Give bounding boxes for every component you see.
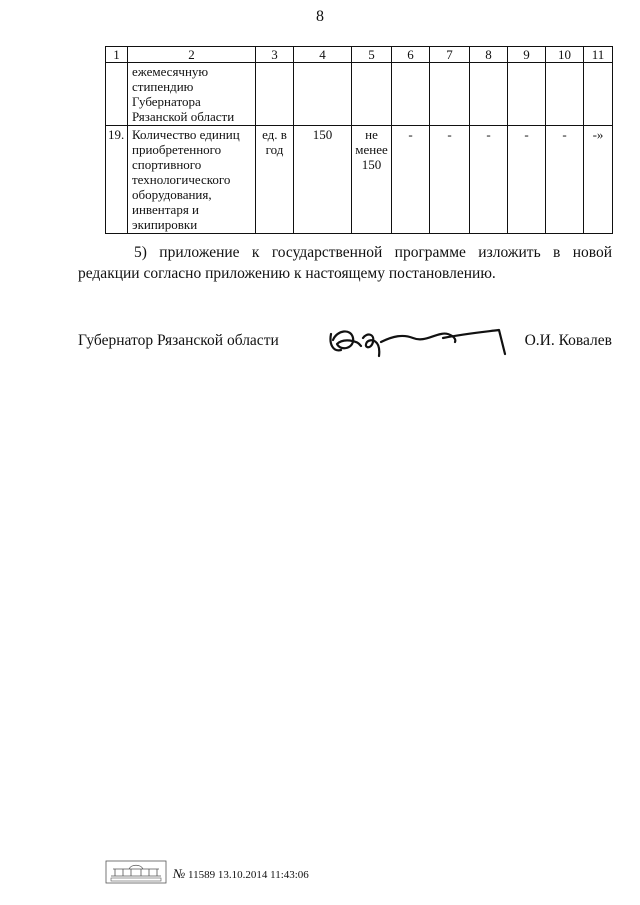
page-number: 8 xyxy=(316,8,324,25)
table-cell-name: ежемесячную стипендию Губернатора Рязанской области xyxy=(128,63,256,126)
table-cell xyxy=(392,63,430,126)
table-cell-value: - xyxy=(508,126,546,234)
header-cell: 8 xyxy=(470,47,508,63)
indicator-table xyxy=(105,46,613,234)
table-cell xyxy=(256,63,294,126)
header-cell: 9 xyxy=(508,47,546,63)
header-cell: 11 xyxy=(584,47,613,63)
header-cell: 4 xyxy=(294,47,352,63)
handwritten-signature xyxy=(323,320,523,364)
signature-block xyxy=(78,332,612,372)
header-cell: 1 xyxy=(106,47,128,63)
table-row xyxy=(106,126,613,234)
table-cell-value: - xyxy=(546,126,584,234)
table-cell-value: 150 xyxy=(294,126,352,234)
signatory-title: Губернатор Рязанской области xyxy=(78,332,279,349)
table-cell-value: не менее 150 xyxy=(352,126,392,234)
table-cell-unit: ед. в год xyxy=(256,126,294,234)
table-cell-value: - xyxy=(392,126,430,234)
table-row xyxy=(106,63,613,126)
registration-number xyxy=(173,866,309,882)
table-cell xyxy=(294,63,352,126)
table-cell-value: - xyxy=(430,126,470,234)
registration-details: 11589 13.10.2014 11:43:06 xyxy=(188,869,309,881)
government-building-seal-icon xyxy=(105,860,167,884)
table-cell xyxy=(546,63,584,126)
table-cell-name: Количество единиц приобретенного спортивного технологического оборудования, инвентаря и экипировки xyxy=(128,126,256,234)
table-cell-value: - xyxy=(470,126,508,234)
table-cell xyxy=(508,63,546,126)
header-cell: 7 xyxy=(430,47,470,63)
table-cell xyxy=(106,63,128,126)
table-header-row xyxy=(106,47,613,63)
header-cell: 3 xyxy=(256,47,294,63)
header-cell: 5 xyxy=(352,47,392,63)
table-cell-value: -» xyxy=(584,126,613,234)
table-cell xyxy=(584,63,613,126)
registration-footer xyxy=(105,860,365,884)
amendment-paragraph: 5) приложение к государственной программе изложить в новой редакции согласно приложению к настоящему постановлению. xyxy=(78,244,612,282)
number-sign: № xyxy=(173,866,186,881)
table-cell-number: 19. xyxy=(106,126,128,234)
table-cell xyxy=(470,63,508,126)
header-cell: 10 xyxy=(546,47,584,63)
header-cell: 2 xyxy=(128,47,256,63)
table-cell xyxy=(430,63,470,126)
table-cell xyxy=(352,63,392,126)
header-cell: 6 xyxy=(392,47,430,63)
signatory-name: О.И. Ковалев xyxy=(524,332,612,349)
